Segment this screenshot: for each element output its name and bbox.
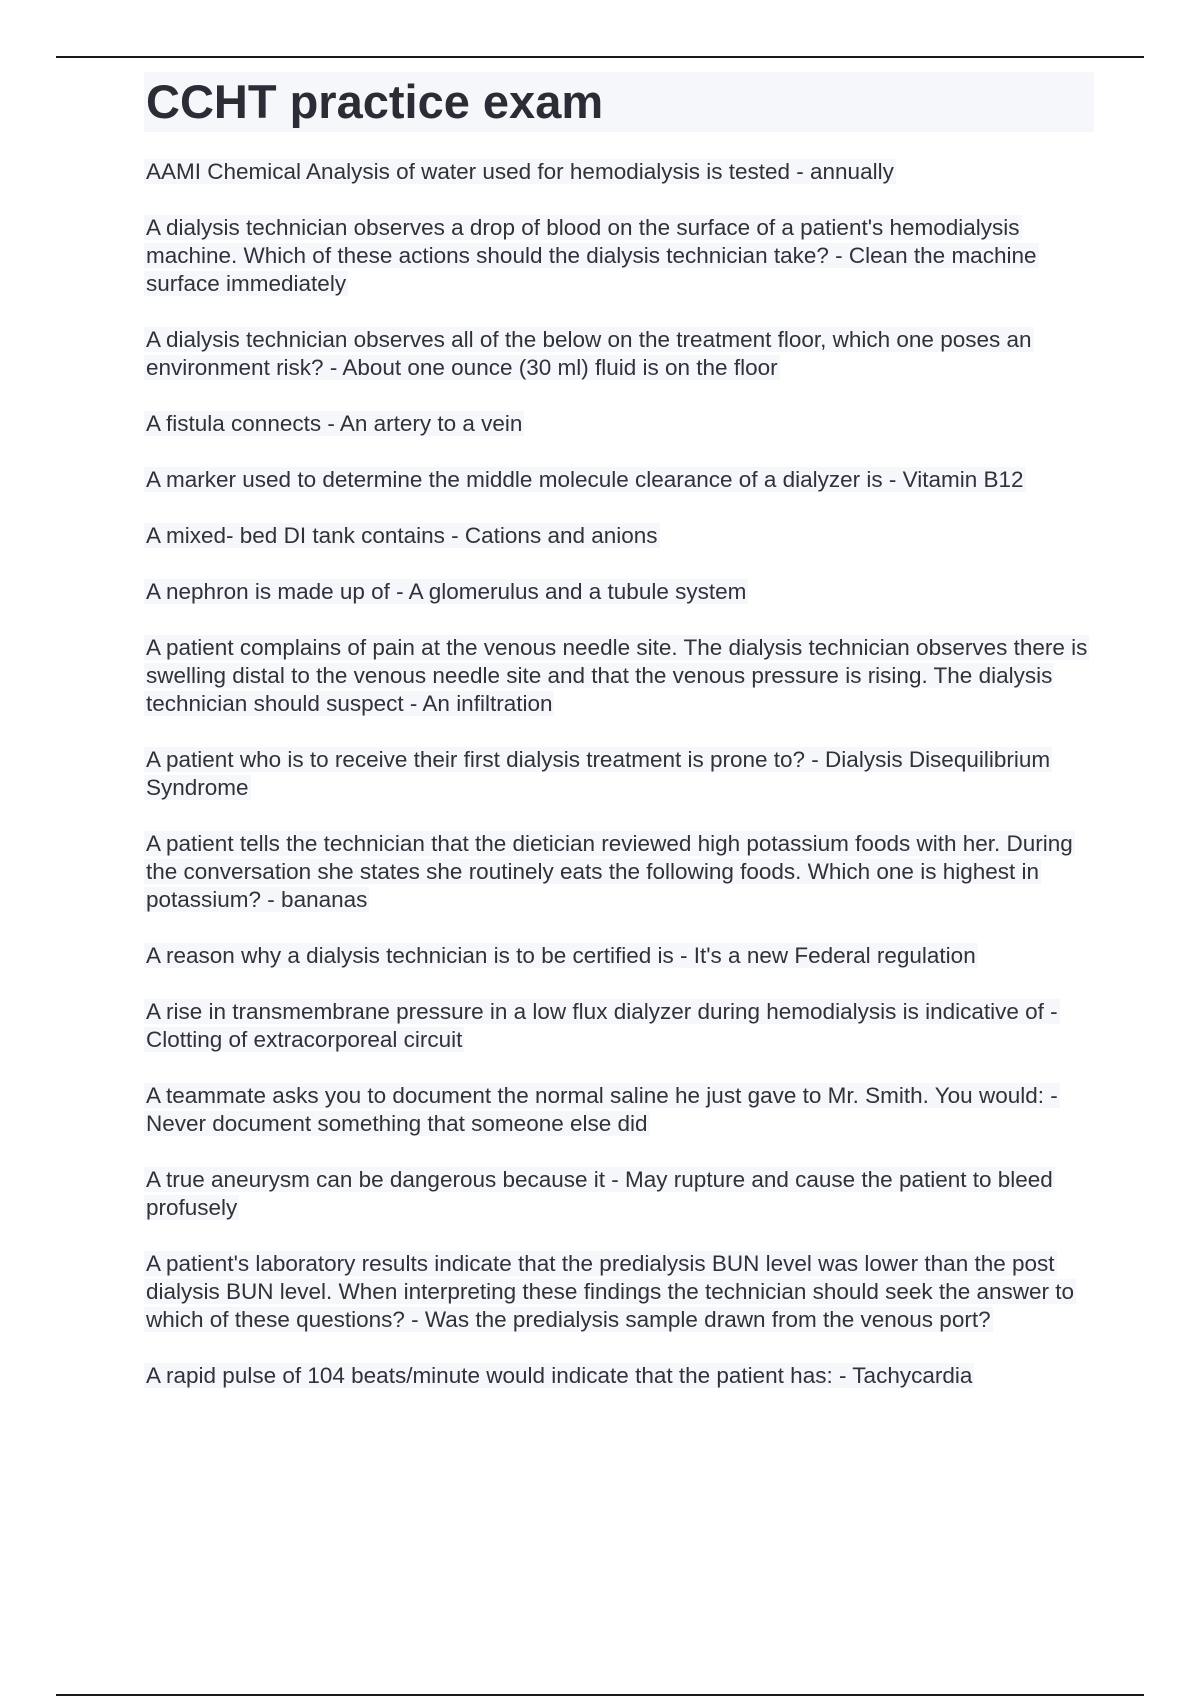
qa-text: A fistula connects - An artery to a vein (146, 411, 523, 436)
qa-text: A teammate asks you to document the normal saline he just gave to Mr. Smith. You would: - Never document something that someone else did (146, 1083, 1058, 1136)
top-rule (56, 56, 1144, 58)
bottom-rule (56, 1694, 1144, 1696)
qa-text: A dialysis technician observes all of the below on the treatment floor, which one poses an environment risk? - About one ounce (30 ml) fluid is on the floor (146, 327, 1032, 380)
qa-text: A nephron is made up of - A glomerulus and a tubule system (146, 579, 747, 604)
qa-text: A patient tells the technician that the dietician reviewed high potassium foods with her. During the conversation she states she routinely eats the following foods. Which one is highest in potassium? - bananas (146, 831, 1073, 912)
document-body (144, 72, 1094, 1418)
qa-item (144, 942, 1094, 970)
document-title: CCHT practice exam (146, 75, 604, 128)
qa-item (144, 634, 1094, 718)
qa-item (144, 1166, 1094, 1222)
qa-text: A rapid pulse of 104 beats/minute would indicate that the patient has: - Tachycardia (146, 1363, 973, 1388)
qa-item (144, 1250, 1094, 1334)
title-band (144, 72, 1094, 132)
qa-text: A marker used to determine the middle molecule clearance of a dialyzer is - Vitamin B12 (146, 467, 1024, 492)
qa-item (144, 326, 1094, 382)
qa-text: A patient's laboratory results indicate that the predialysis BUN level was lower than the post dialysis BUN level. When interpreting these findings the technician should seek the answer to which of these questions? - Was the predialysis sample drawn from the venous port? (146, 1251, 1075, 1332)
qa-text: AAMI Chemical Analysis of water used for hemodialysis is tested - annually (146, 159, 894, 184)
qa-item (144, 998, 1094, 1054)
qa-item (144, 746, 1094, 802)
qa-text: A mixed- bed DI tank contains - Cations and anions (146, 523, 658, 548)
qa-item (144, 1082, 1094, 1138)
qa-item (144, 466, 1094, 494)
qa-item (144, 578, 1094, 606)
qa-item (144, 410, 1094, 438)
qa-text: A dialysis technician observes a drop of blood on the surface of a patient's hemodialysis machine. Which of these actions should the dialysis technician take? - Clean the machine surface immediately (146, 215, 1037, 296)
qa-item (144, 522, 1094, 550)
qa-text: A reason why a dialysis technician is to be certified is - It's a new Federal regulation (146, 943, 976, 968)
qa-text: A rise in transmembrane pressure in a low flux dialyzer during hemodialysis is indicative of - Clotting of extracorporeal circuit (146, 999, 1058, 1052)
qa-text: A patient complains of pain at the venous needle site. The dialysis technician observes there is swelling distal to the venous needle site and that the venous pressure is rising. The dialysis technician should suspect - An infiltration (146, 635, 1088, 716)
qa-item (144, 830, 1094, 914)
qa-text: A patient who is to receive their first dialysis treatment is prone to? - Dialysis Disequilibrium Syndrome (146, 747, 1051, 800)
qa-text: A true aneurysm can be dangerous because it - May rupture and cause the patient to bleed profusely (146, 1167, 1053, 1220)
qa-item (144, 214, 1094, 298)
qa-item (144, 158, 1094, 186)
qa-item (144, 1362, 1094, 1390)
